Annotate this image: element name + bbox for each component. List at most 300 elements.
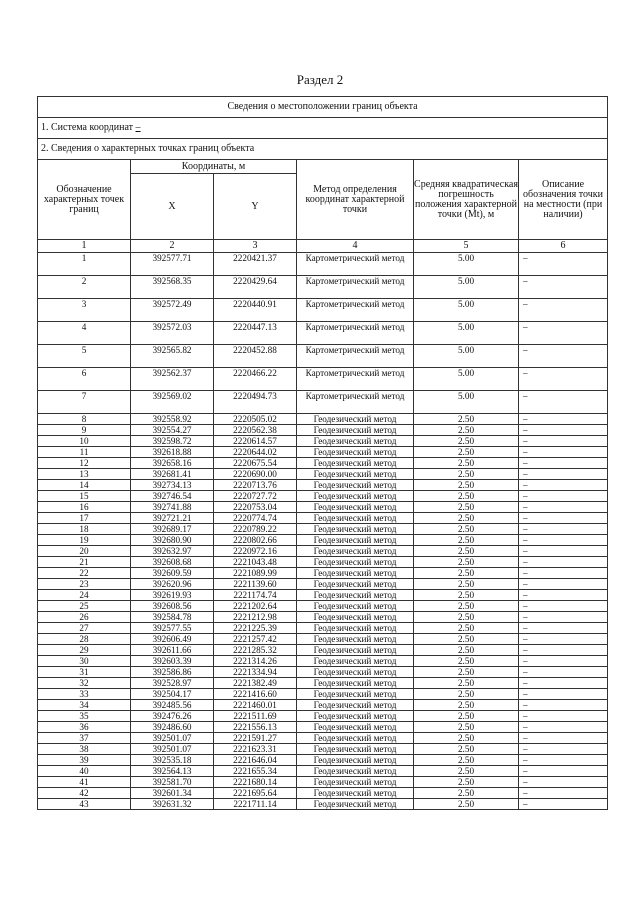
table-row [38,425,608,436]
y-coordinate: 2220429.64 [214,276,297,299]
y-coordinate: 2220505.02 [214,414,297,425]
point-number: 43 [38,799,131,810]
table-row [38,601,608,612]
x-coordinate: 392501.07 [131,744,214,755]
error-value: 5.00 [414,368,519,391]
header-error: Средняя квадратическая погрешность положения характерной точки (Mt), м [414,160,519,240]
method: Геодезический метод [297,722,414,733]
method: Геодезический метод [297,623,414,634]
error-value: 2.50 [414,469,519,480]
y-coordinate: 2220675.54 [214,458,297,469]
error-value: 2.50 [414,788,519,799]
error-value: 2.50 [414,755,519,766]
point-number: 35 [38,711,131,722]
column-number: 6 [519,240,608,253]
method: Картометрический метод [297,345,414,368]
description: – [519,623,608,634]
method: Геодезический метод [297,744,414,755]
x-coordinate: 392598.72 [131,436,214,447]
point-number: 18 [38,524,131,535]
table-row [38,656,608,667]
x-coordinate: 392558.92 [131,414,214,425]
y-coordinate: 2220447.13 [214,322,297,345]
error-value: 5.00 [414,391,519,414]
error-value: 2.50 [414,502,519,513]
method: Геодезический метод [297,524,414,535]
x-coordinate: 392734.13 [131,480,214,491]
table-row [38,623,608,634]
description: – [519,722,608,733]
table-row [38,513,608,524]
y-coordinate: 2221655.34 [214,766,297,777]
y-coordinate: 2221043.48 [214,557,297,568]
x-coordinate: 392565.82 [131,345,214,368]
point-number: 5 [38,345,131,368]
x-coordinate: 392568.35 [131,276,214,299]
method: Геодезический метод [297,689,414,700]
point-number: 41 [38,777,131,788]
y-coordinate: 2221646.04 [214,755,297,766]
description: – [519,480,608,491]
table-row [38,458,608,469]
error-value: 2.50 [414,557,519,568]
error-value: 2.50 [414,568,519,579]
x-coordinate: 392632.97 [131,546,214,557]
error-value: 2.50 [414,656,519,667]
table-row [38,634,608,645]
column-number: 3 [214,240,297,253]
method: Картометрический метод [297,253,414,276]
description: – [519,491,608,502]
point-number: 13 [38,469,131,480]
x-coordinate: 392564.13 [131,766,214,777]
method: Геодезический метод [297,469,414,480]
error-value: 5.00 [414,345,519,368]
x-coordinate: 392501.07 [131,733,214,744]
table-row [38,788,608,799]
x-coordinate: 392746.54 [131,491,214,502]
y-coordinate: 2221314.26 [214,656,297,667]
method: Геодезический метод [297,634,414,645]
x-coordinate: 392504.17 [131,689,214,700]
point-number: 3 [38,299,131,322]
coord-system-value: – [135,122,141,133]
error-value: 2.50 [414,601,519,612]
table-row [38,368,608,391]
point-number: 14 [38,480,131,491]
point-number: 29 [38,645,131,656]
x-coordinate: 392681.41 [131,469,214,480]
table-row [38,579,608,590]
error-value: 2.50 [414,645,519,656]
y-coordinate: 2220753.04 [214,502,297,513]
method: Картометрический метод [297,391,414,414]
x-coordinate: 392609.59 [131,568,214,579]
x-coordinate: 392562.37 [131,368,214,391]
table-row [38,667,608,678]
y-coordinate: 2221556.13 [214,722,297,733]
x-coordinate: 392581.70 [131,777,214,788]
description: – [519,557,608,568]
point-number: 28 [38,634,131,645]
point-number: 16 [38,502,131,513]
x-coordinate: 392741.88 [131,502,214,513]
point-number: 42 [38,788,131,799]
point-number: 39 [38,755,131,766]
method: Геодезический метод [297,447,414,458]
error-value: 2.50 [414,733,519,744]
column-number: 5 [414,240,519,253]
point-number: 31 [38,667,131,678]
method: Геодезический метод [297,733,414,744]
error-value: 2.50 [414,579,519,590]
y-coordinate: 2221680.14 [214,777,297,788]
point-number: 12 [38,458,131,469]
point-number: 11 [38,447,131,458]
column-number: 2 [131,240,214,253]
point-number: 6 [38,368,131,391]
y-coordinate: 2220644.02 [214,447,297,458]
x-coordinate: 392721.21 [131,513,214,524]
x-coordinate: 392569.02 [131,391,214,414]
x-coordinate: 392658.16 [131,458,214,469]
description: – [519,513,608,524]
point-number: 15 [38,491,131,502]
error-value: 2.50 [414,722,519,733]
method: Геодезический метод [297,766,414,777]
method: Геодезический метод [297,502,414,513]
coord-system-row [38,118,608,139]
header-y: Y [214,174,297,240]
description: – [519,502,608,513]
error-value: 2.50 [414,546,519,557]
point-number: 4 [38,322,131,345]
y-coordinate: 2221225.39 [214,623,297,634]
y-coordinate: 2221257.42 [214,634,297,645]
coord-system-label: 1. Система координат [41,122,134,133]
table-row [38,480,608,491]
header-description: Описание обозначения точки на местности (при наличии) [519,160,608,240]
point-number: 24 [38,590,131,601]
description: – [519,253,608,276]
description: – [519,755,608,766]
error-value: 2.50 [414,634,519,645]
x-coordinate: 392618.88 [131,447,214,458]
method: Геодезический метод [297,799,414,810]
description: – [519,777,608,788]
description: – [519,711,608,722]
method: Картометрический метод [297,276,414,299]
section-title: Раздел 2 [296,72,344,87]
method: Геодезический метод [297,711,414,722]
method: Геодезический метод [297,678,414,689]
description: – [519,276,608,299]
description: – [519,535,608,546]
table-row [38,568,608,579]
x-coordinate: 392611.66 [131,645,214,656]
error-value: 2.50 [414,425,519,436]
method: Геодезический метод [297,645,414,656]
point-number: 38 [38,744,131,755]
error-value: 2.50 [414,590,519,601]
table-row [38,678,608,689]
method: Геодезический метод [297,557,414,568]
table-row [38,436,608,447]
y-coordinate: 2221285.32 [214,645,297,656]
description: – [519,766,608,777]
x-coordinate: 392486.60 [131,722,214,733]
y-coordinate: 2220494.73 [214,391,297,414]
error-value: 2.50 [414,491,519,502]
table-row [38,612,608,623]
y-coordinate: 2220972.16 [214,546,297,557]
method: Геодезический метод [297,425,414,436]
x-coordinate: 392631.32 [131,799,214,810]
error-value: 2.50 [414,623,519,634]
method: Геодезический метод [297,590,414,601]
y-coordinate: 2221695.64 [214,788,297,799]
table-row [38,535,608,546]
point-number: 8 [38,414,131,425]
error-value: 2.50 [414,458,519,469]
table-row [38,322,608,345]
y-coordinate: 2221334.94 [214,667,297,678]
x-coordinate: 392619.93 [131,590,214,601]
y-coordinate: 2220562.38 [214,425,297,436]
y-coordinate: 2221202.64 [214,601,297,612]
method: Геодезический метод [297,700,414,711]
y-coordinate: 2221711.14 [214,799,297,810]
y-coordinate: 2220713.76 [214,480,297,491]
point-number: 25 [38,601,131,612]
error-value: 2.50 [414,535,519,546]
table-row [38,299,608,322]
x-coordinate: 392586.86 [131,667,214,678]
point-number: 26 [38,612,131,623]
y-coordinate: 2221460.01 [214,700,297,711]
y-coordinate: 2221511.69 [214,711,297,722]
error-value: 2.50 [414,414,519,425]
description: – [519,634,608,645]
description: – [519,368,608,391]
y-coordinate: 2220690.00 [214,469,297,480]
x-coordinate: 392606.49 [131,634,214,645]
y-coordinate: 2221416.60 [214,689,297,700]
y-coordinate: 2220440.91 [214,299,297,322]
point-number: 40 [38,766,131,777]
y-coordinate: 2221623.31 [214,744,297,755]
method: Картометрический метод [297,322,414,345]
description: – [519,744,608,755]
x-coordinate: 392476.26 [131,711,214,722]
description: – [519,678,608,689]
method: Геодезический метод [297,546,414,557]
method: Геодезический метод [297,612,414,623]
y-coordinate: 2221382.49 [214,678,297,689]
table-banner: Сведения о местоположении границ объекта [38,97,608,118]
y-coordinate: 2220452.88 [214,345,297,368]
method: Геодезический метод [297,491,414,502]
error-value: 2.50 [414,744,519,755]
error-value: 2.50 [414,700,519,711]
error-value: 2.50 [414,436,519,447]
table-row [38,469,608,480]
table-row [38,502,608,513]
error-value: 2.50 [414,777,519,788]
error-value: 5.00 [414,276,519,299]
error-value: 2.50 [414,480,519,491]
description: – [519,546,608,557]
points-section-label: 2. Сведения о характерных точках границ объекта [38,139,608,160]
x-coordinate: 392608.56 [131,601,214,612]
description: – [519,447,608,458]
error-value: 2.50 [414,689,519,700]
x-coordinate: 392608.68 [131,557,214,568]
description: – [519,579,608,590]
y-coordinate: 2221089.99 [214,568,297,579]
table-row [38,733,608,744]
point-number: 36 [38,722,131,733]
point-number: 37 [38,733,131,744]
y-coordinate: 2220466.22 [214,368,297,391]
table-row [38,755,608,766]
point-number: 2 [38,276,131,299]
table-row [38,689,608,700]
method: Геодезический метод [297,568,414,579]
y-coordinate: 2220614.57 [214,436,297,447]
description: – [519,458,608,469]
x-coordinate: 392577.55 [131,623,214,634]
error-value: 2.50 [414,667,519,678]
method: Картометрический метод [297,368,414,391]
description: – [519,612,608,623]
point-number: 34 [38,700,131,711]
method: Картометрический метод [297,299,414,322]
method: Геодезический метод [297,656,414,667]
table-row [38,645,608,656]
method: Геодезический метод [297,579,414,590]
description: – [519,469,608,480]
error-value: 5.00 [414,322,519,345]
method: Геодезический метод [297,755,414,766]
x-coordinate: 392620.96 [131,579,214,590]
table-row [38,766,608,777]
error-value: 5.00 [414,253,519,276]
boundary-table [37,96,608,810]
method: Геодезический метод [297,513,414,524]
point-number: 21 [38,557,131,568]
y-coordinate: 2220789.22 [214,524,297,535]
method: Геодезический метод [297,480,414,491]
description: – [519,733,608,744]
x-coordinate: 392572.49 [131,299,214,322]
method: Геодезический метод [297,601,414,612]
point-number: 27 [38,623,131,634]
x-coordinate: 392572.03 [131,322,214,345]
error-value: 2.50 [414,612,519,623]
y-coordinate: 2221212.98 [214,612,297,623]
point-number: 23 [38,579,131,590]
point-number: 17 [38,513,131,524]
y-coordinate: 2221174.74 [214,590,297,601]
point-number: 10 [38,436,131,447]
table-row [38,557,608,568]
error-value: 2.50 [414,524,519,535]
error-value: 5.00 [414,299,519,322]
error-value: 2.50 [414,447,519,458]
error-value: 2.50 [414,678,519,689]
y-coordinate: 2220421.37 [214,253,297,276]
x-coordinate: 392603.39 [131,656,214,667]
header-method: Метод определения координат характерной точки [297,160,414,240]
description: – [519,425,608,436]
table-row [38,253,608,276]
description: – [519,391,608,414]
point-number: 20 [38,546,131,557]
column-number: 4 [297,240,414,253]
table-row [38,276,608,299]
description: – [519,345,608,368]
description: – [519,414,608,425]
table-row [38,711,608,722]
table-row [38,722,608,733]
method: Геодезический метод [297,458,414,469]
method: Геодезический метод [297,777,414,788]
point-number: 33 [38,689,131,700]
error-value: 2.50 [414,711,519,722]
method: Геодезический метод [297,535,414,546]
column-number-row [38,240,608,253]
table-row [38,447,608,458]
table-row [38,546,608,557]
x-coordinate: 392577.71 [131,253,214,276]
y-coordinate: 2221591.27 [214,733,297,744]
table-row [38,590,608,601]
x-coordinate: 392689.17 [131,524,214,535]
point-number: 19 [38,535,131,546]
method: Геодезический метод [297,667,414,678]
description: – [519,667,608,678]
table-row [38,524,608,535]
description: – [519,788,608,799]
description: – [519,524,608,535]
x-coordinate: 392528.97 [131,678,214,689]
error-value: 2.50 [414,766,519,777]
table-row [38,777,608,788]
method: Геодезический метод [297,788,414,799]
table-row [38,799,608,810]
description: – [519,799,608,810]
point-number: 9 [38,425,131,436]
y-coordinate: 2220802.66 [214,535,297,546]
x-coordinate: 392680.90 [131,535,214,546]
method: Геодезический метод [297,436,414,447]
point-number: 32 [38,678,131,689]
point-number: 22 [38,568,131,579]
point-number: 7 [38,391,131,414]
header-designation: Обозначение характерных точек границ [38,160,131,240]
method: Геодезический метод [297,414,414,425]
table-row [38,700,608,711]
description: – [519,436,608,447]
column-number: 1 [38,240,131,253]
table-row [38,345,608,368]
description: – [519,700,608,711]
header-coords: Координаты, м [131,160,297,174]
description: – [519,299,608,322]
description: – [519,568,608,579]
point-number: 30 [38,656,131,667]
